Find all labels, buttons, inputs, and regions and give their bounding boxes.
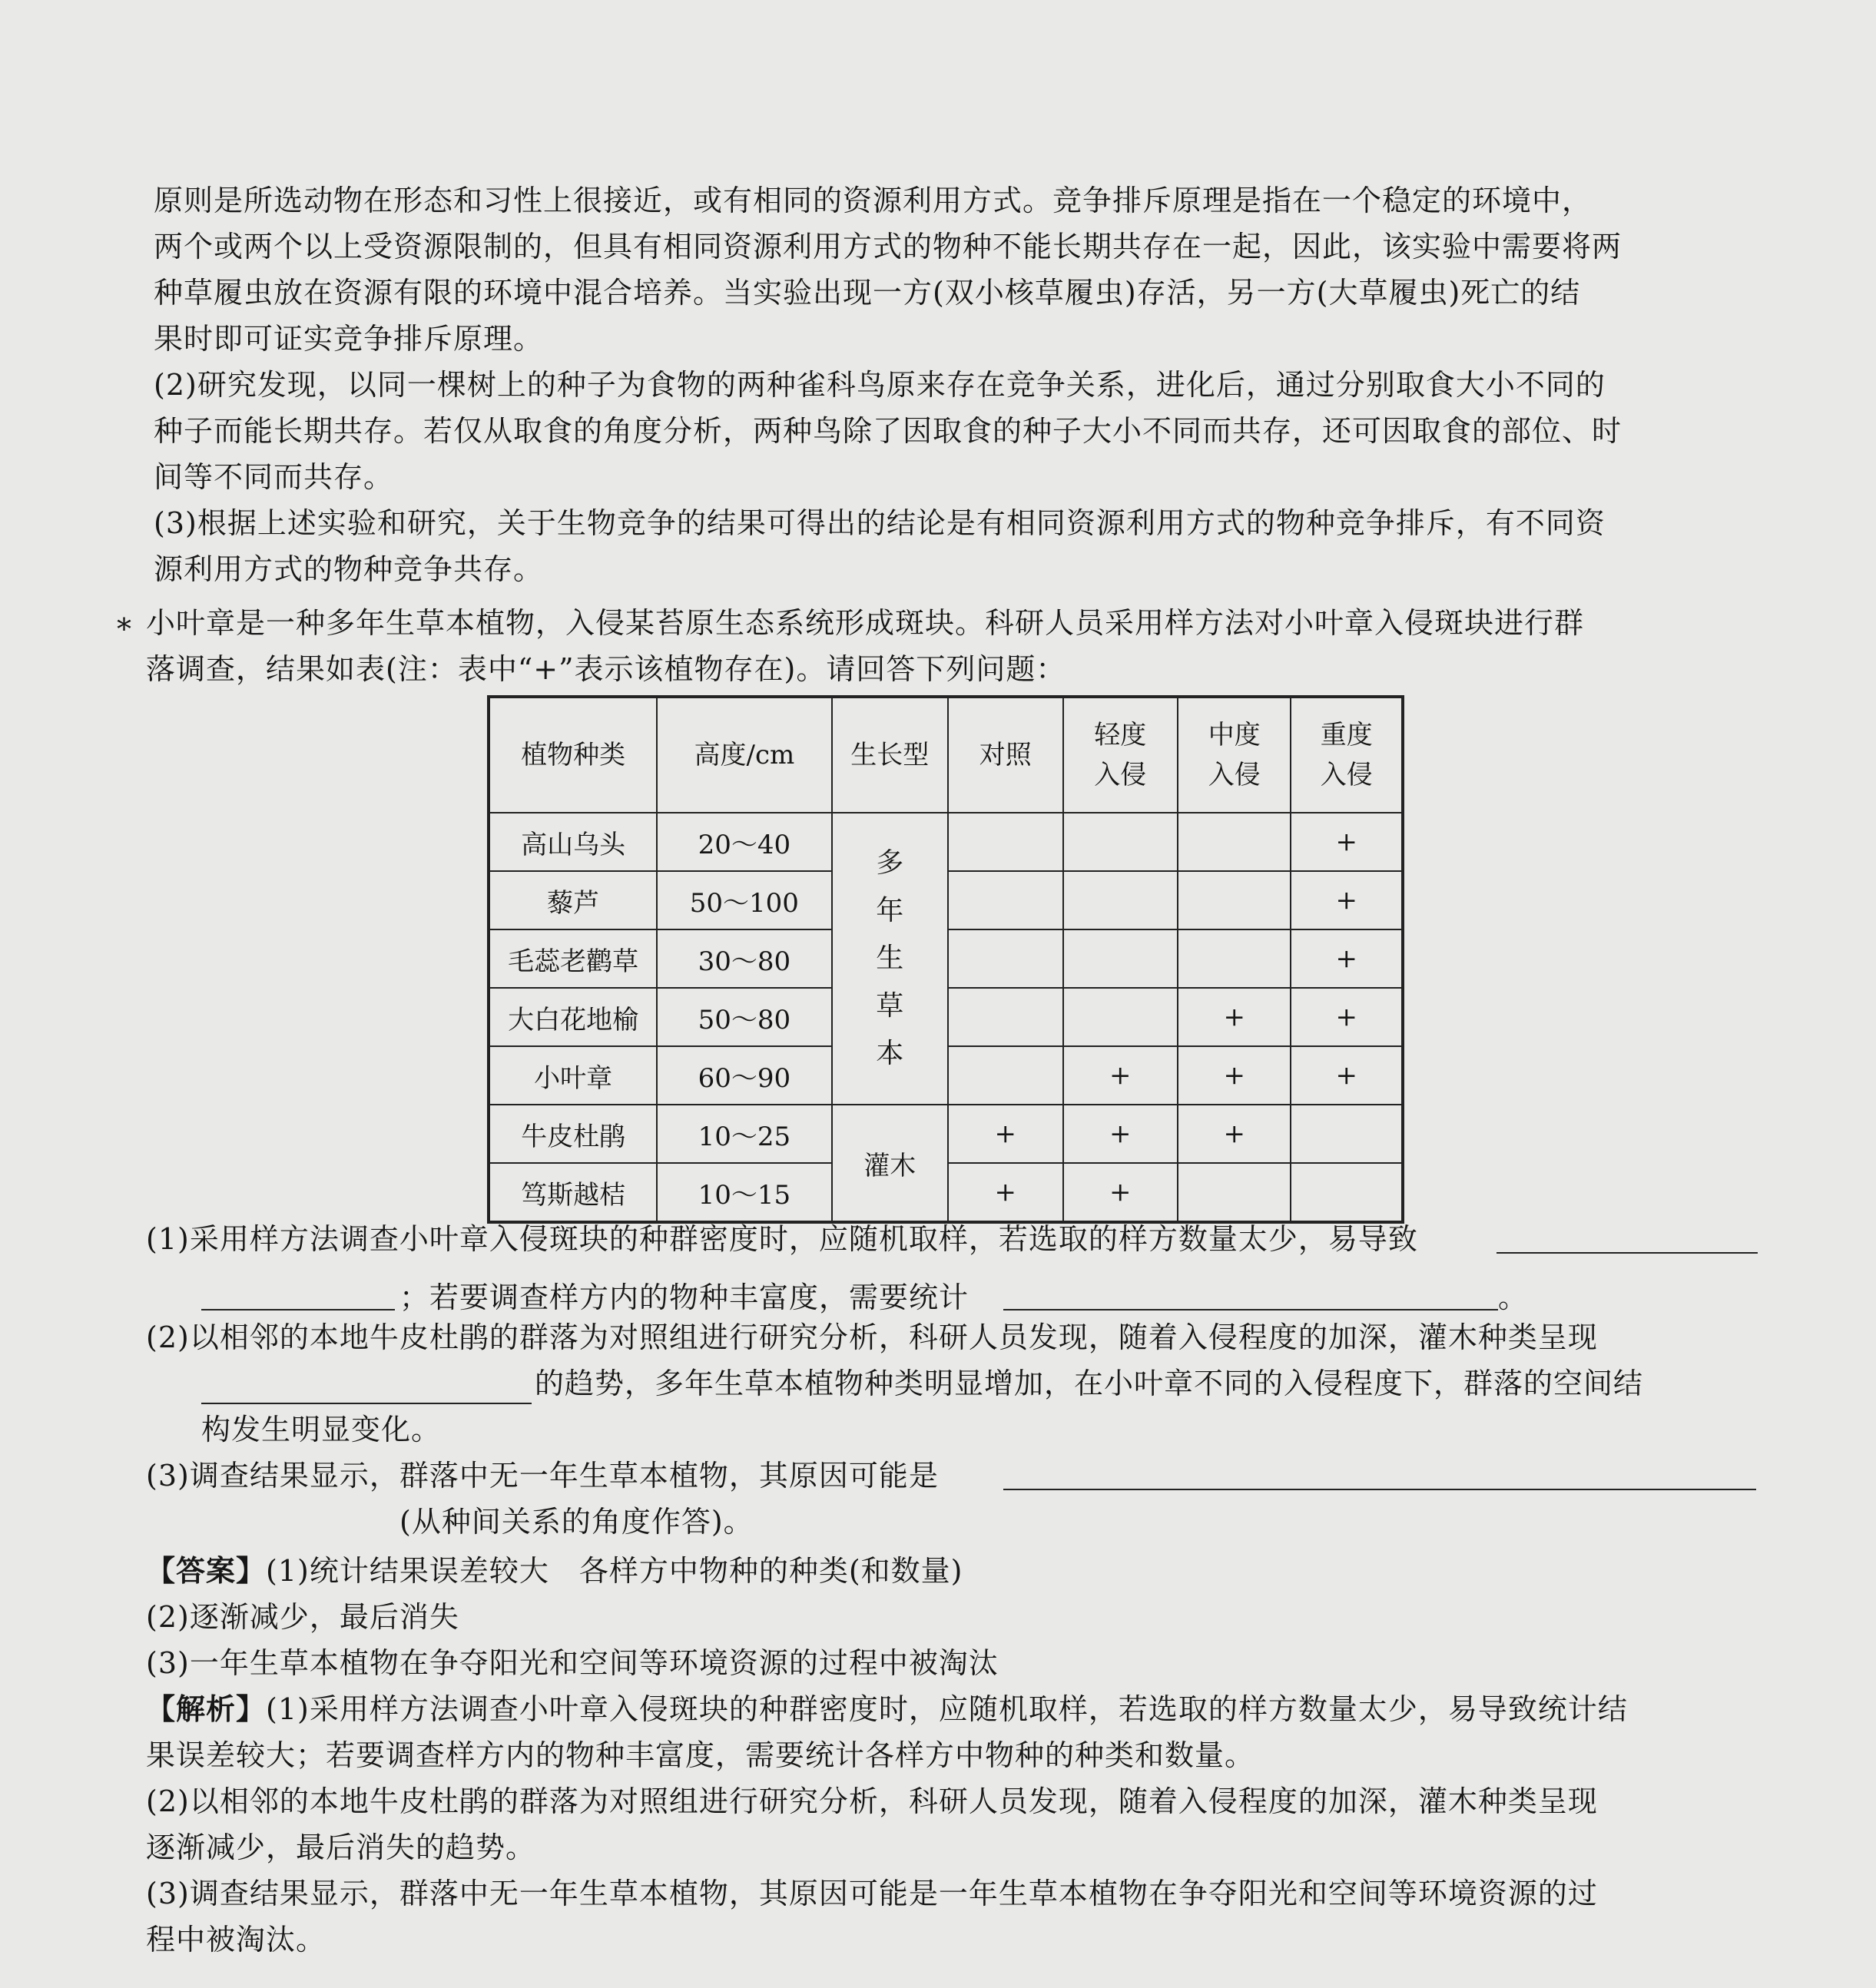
cell-control	[948, 988, 1062, 1046]
cell-medium: +	[1178, 1046, 1291, 1105]
analysis-text: (1)采用样方法调查小叶章入侵斑块的种群密度时，应随机取样，若选取的样方数量太少，易导致统计结	[266, 1692, 1628, 1726]
answer-blank	[201, 1309, 395, 1310]
cell-species: 小叶章	[489, 1046, 657, 1105]
cell-control	[948, 871, 1062, 929]
cell-medium	[1178, 813, 1291, 871]
header-control: 对照	[948, 697, 1062, 813]
cell-species: 笃斯越桔	[489, 1163, 657, 1222]
answer-blank	[1003, 1309, 1498, 1310]
analysis-line: (2)以相邻的本地牛皮杜鹃的群落为对照组进行研究分析，科研人员发现，随着入侵程度的加深，灌木种类呈现	[146, 1784, 1598, 1818]
table-row	[489, 813, 1403, 871]
cell-control	[948, 1046, 1062, 1105]
analysis-line: 逐渐减少，最后消失的趋势。	[146, 1831, 536, 1864]
analysis-line	[146, 1687, 1628, 1731]
subquestion-3-note: (从种间关系的角度作答)。	[399, 1505, 754, 1539]
cell-light	[1063, 929, 1178, 988]
header-height: 高度/cm	[657, 697, 831, 813]
cell-species: 高山乌头	[489, 813, 657, 871]
cell-height: 50～100	[657, 871, 831, 929]
cell-heavy: +	[1291, 813, 1403, 871]
cell-height: 10～15	[657, 1163, 831, 1222]
subquestion-3: (3)调查结果显示，群落中无一年生草本植物，其原因可能是	[146, 1459, 939, 1493]
cell-light: +	[1063, 1163, 1178, 1222]
cell-medium	[1178, 1163, 1291, 1222]
table-header-row	[489, 697, 1403, 813]
cell-height: 60～90	[657, 1046, 831, 1105]
answer-line: (3)一年生草本植物在争夺阳光和空间等环境资源的过程中被淘汰	[146, 1646, 999, 1680]
cell-growth-herb: 多 年 生 草 本	[832, 813, 948, 1105]
analysis-tag: 【解析】	[146, 1691, 267, 1726]
header-growth-type: 生长型	[832, 697, 948, 813]
cell-species: 牛皮杜鹃	[489, 1105, 657, 1163]
question-stem: 落调查，结果如表(注：表中“+”表示该植物存在)。请回答下列问题：	[146, 652, 1066, 686]
cell-light	[1063, 871, 1178, 929]
cell-height: 30～80	[657, 929, 831, 988]
answer-tag: 【答案】	[146, 1553, 267, 1588]
cell-control: +	[948, 1163, 1062, 1222]
cell-species: 大白花地榆	[489, 988, 657, 1046]
cell-control: +	[948, 1105, 1062, 1163]
intro-line: 间等不同而共存。	[154, 460, 394, 494]
cell-heavy: +	[1291, 1046, 1403, 1105]
header-light-invasion: 轻度 入侵	[1063, 697, 1178, 813]
intro-line: 原则是所选动物在形态和习性上很接近，或有相同的资源利用方式。竞争排斥原理是指在一个稳定的环境中，	[154, 184, 1593, 217]
answer-line	[146, 1549, 963, 1593]
cell-control	[948, 813, 1062, 871]
intro-line: 源利用方式的物种竞争共存。	[154, 552, 544, 586]
cell-growth-shrub: 灌木	[832, 1105, 948, 1222]
intro-line: 两个或两个以上受资源限制的，但具有相同资源利用方式的物种不能长期共存在一起，因此，该实验中需要将两	[154, 230, 1622, 263]
cell-heavy	[1291, 1163, 1403, 1222]
subquestion-1: (1)采用样方法调查小叶章入侵斑块的种群密度时，应随机取样，若选取的样方数量太少，易导致	[146, 1222, 1418, 1256]
subquestion-2-cont: 的趋势，多年生草本植物种类明显增加，在小叶章不同的入侵程度下，群落的空间结	[535, 1367, 1644, 1400]
cell-control	[948, 929, 1062, 988]
header-heavy-invasion: 重度 入侵	[1291, 697, 1403, 813]
cell-species: 毛蕊老鹳草	[489, 929, 657, 988]
analysis-line: 程中被淘汰。	[146, 1923, 326, 1957]
cell-species: 藜芦	[489, 871, 657, 929]
cell-light	[1063, 988, 1178, 1046]
intro-line: (3)根据上述实验和研究，关于生物竞争的结果可得出的结论是有相同资源利用方式的物种竞争排斥，有不同资	[154, 506, 1606, 540]
analysis-line: (3)调查结果显示，群落中无一年生草本植物，其原因可能是一年生草本植物在争夺阳光和空间等环境资源的过	[146, 1877, 1598, 1910]
header-medium-invasion: 中度 入侵	[1178, 697, 1291, 813]
cell-light: +	[1063, 1105, 1178, 1163]
answer-blank	[1003, 1489, 1756, 1490]
answer-blank	[1496, 1252, 1758, 1254]
cell-height: 50～80	[657, 988, 831, 1046]
subquestion-2: (2)以相邻的本地牛皮杜鹃的群落为对照组进行研究分析，科研人员发现，随着入侵程度的加深，灌木种类呈现	[146, 1320, 1598, 1354]
question-marker: *	[117, 612, 132, 646]
table-row	[489, 1105, 1403, 1163]
cell-heavy: +	[1291, 871, 1403, 929]
subquestion-1-cont: ；若要调查样方内的物种丰富度，需要统计	[399, 1281, 969, 1314]
intro-line: 种子而能长期共存。若仅从取食的角度分析，两种鸟除了因取食的种子大小不同而共存，还可因取食的部位、时	[154, 414, 1622, 448]
cell-heavy: +	[1291, 988, 1403, 1046]
header-species: 植物种类	[489, 697, 657, 813]
cell-medium	[1178, 871, 1291, 929]
answer-blank	[201, 1403, 532, 1404]
cell-medium: +	[1178, 1105, 1291, 1163]
cell-medium: +	[1178, 988, 1291, 1046]
cell-heavy	[1291, 1105, 1403, 1163]
intro-line: (2)研究发现，以同一棵树上的种子为食物的两种雀科鸟原来存在竞争关系，进化后，通过分别取食大小不同的	[154, 368, 1606, 402]
analysis-line: 果误差较大；若要调查样方内的物种丰富度，需要统计各样方中物种的种类和数量。	[146, 1738, 1255, 1772]
intro-line: 果时即可证实竞争排斥原理。	[154, 322, 544, 356]
cell-heavy: +	[1291, 929, 1403, 988]
subquestion-1-end: 。	[1498, 1281, 1529, 1314]
question-stem: 小叶章是一种多年生草本植物，入侵某苔原生态系统形成斑块。科研人员采用样方法对小叶章入侵斑块进行群	[146, 606, 1585, 640]
cell-height: 20～40	[657, 813, 831, 871]
cell-light	[1063, 813, 1178, 871]
intro-line: 种草履虫放在资源有限的环境中混合培养。当实验出现一方(双小核草履虫)存活，另一方(大草履虫)死亡的结	[154, 276, 1581, 310]
cell-light: +	[1063, 1046, 1178, 1105]
answer-text: (1)统计结果误差较大 各样方中物种的种类(和数量)	[266, 1554, 963, 1588]
survey-table	[487, 695, 1404, 1224]
cell-medium	[1178, 929, 1291, 988]
answer-line: (2)逐渐减少，最后消失	[146, 1600, 459, 1634]
cell-height: 10～25	[657, 1105, 831, 1163]
subquestion-2-end: 构发生明显变化。	[201, 1413, 442, 1446]
